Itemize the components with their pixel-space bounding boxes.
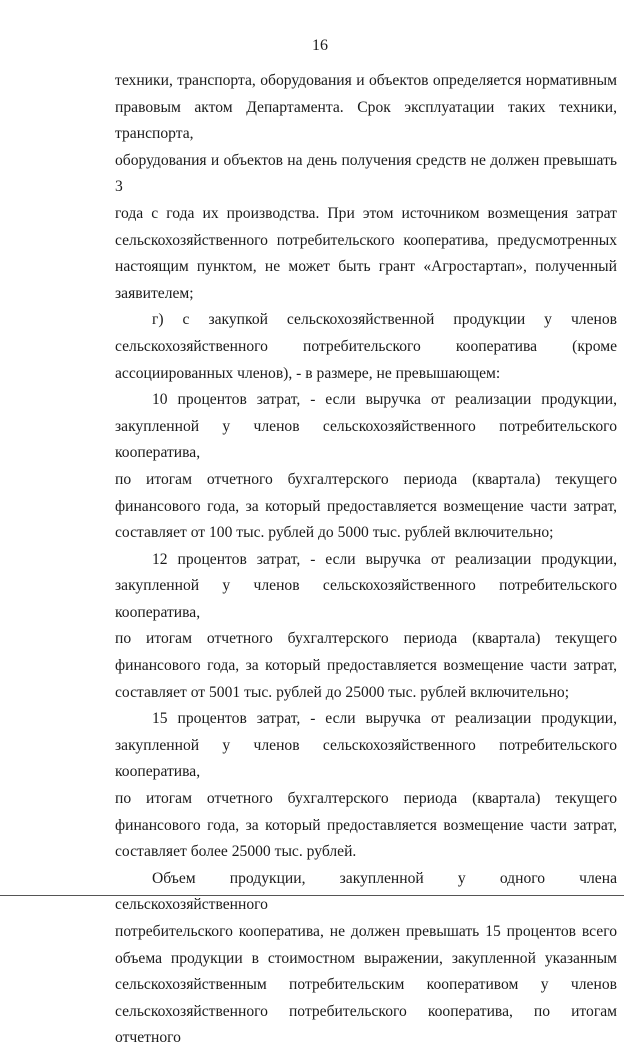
- text-line: техники, транспорта, оборудования и объектов определяется нормативным: [115, 72, 617, 89]
- text-line: финансового года, за который предоставляется возмещение части затрат,: [115, 657, 617, 675]
- text-line: закупленной у членов сельскохозяйственного потребительского кооператива,: [115, 736, 617, 781]
- text-line: г) с закупкой сельскохозяйственной продукции у членов: [152, 311, 617, 329]
- text-line: по итогам отчетного бухгалтерского периода (квартала) текущего: [115, 790, 617, 808]
- text-line: настоящим пунктом, не может быть грант «Агростартап», полученный: [115, 258, 617, 276]
- bottom-rule: [0, 895, 624, 896]
- text-line: сельскохозяйственного потребительского кооператива (кроме: [115, 337, 617, 355]
- text-line: 12 процентов затрат, - если выручка от реализации продукции,: [152, 550, 617, 568]
- text-line: правовым актом Департамента. Срок эксплуатации таких техники, транспорта,: [115, 98, 617, 143]
- text-line: Объем продукции, закупленной у одного члена сельскохозяйственного: [115, 869, 617, 914]
- text-line: по итогам отчетного бухгалтерского периода (квартала) текущего: [115, 630, 617, 648]
- text-line: 15 процентов затрат, - если выручка от реализации продукции,: [152, 710, 617, 728]
- text-line: оборудования и объектов на день получения средств не должен превышать 3: [115, 151, 617, 196]
- text-line: по итогам отчетного бухгалтерского периода (квартала) текущего: [115, 470, 617, 488]
- text-line: закупленной у членов сельскохозяйственного потребительского кооператива,: [115, 577, 617, 621]
- text-line: сельскохозяйственного потребительского кооператива, предусмотренных: [115, 231, 617, 249]
- text-line: составляет от 5001 тыс. рублей до 25000 тыс. рублей включительно;: [115, 683, 570, 701]
- document-body: [115, 68, 617, 1052]
- text-line: финансового года, за который предоставляется возмещение части затрат,: [115, 497, 617, 515]
- text-line: 10 процентов затрат, - если выручка от реализации продукции,: [152, 391, 617, 409]
- text-line: составляет более 25000 тыс. рублей.: [115, 843, 357, 861]
- text-line: потребительского кооператива, не должен превышать 15 процентов всего: [115, 923, 617, 940]
- text-line: заявителем;: [115, 284, 194, 302]
- text-line: финансового года, за который предоставляется возмещение части затрат,: [115, 816, 617, 834]
- text-line: сельскохозяйственным потребительским кооперативом у членов: [115, 976, 617, 994]
- text-line: составляет от 100 тыс. рублей до 5000 тыс. рублей включительно;: [115, 524, 554, 542]
- text-line: объема продукции в стоимостном выражении, закупленной указанным: [115, 949, 617, 967]
- text-line: ассоциированных членов), - в размере, не превышающем:: [115, 364, 501, 382]
- text-line: года с года их производства. При этом источником возмещения затрат: [115, 204, 617, 222]
- text-line: закупленной у членов сельскохозяйственного потребительского кооператива,: [115, 417, 617, 462]
- text-line: сельскохозяйственного потребительского кооператива, по итогам отчетного: [115, 1002, 617, 1047]
- page-number: 16: [312, 37, 328, 54]
